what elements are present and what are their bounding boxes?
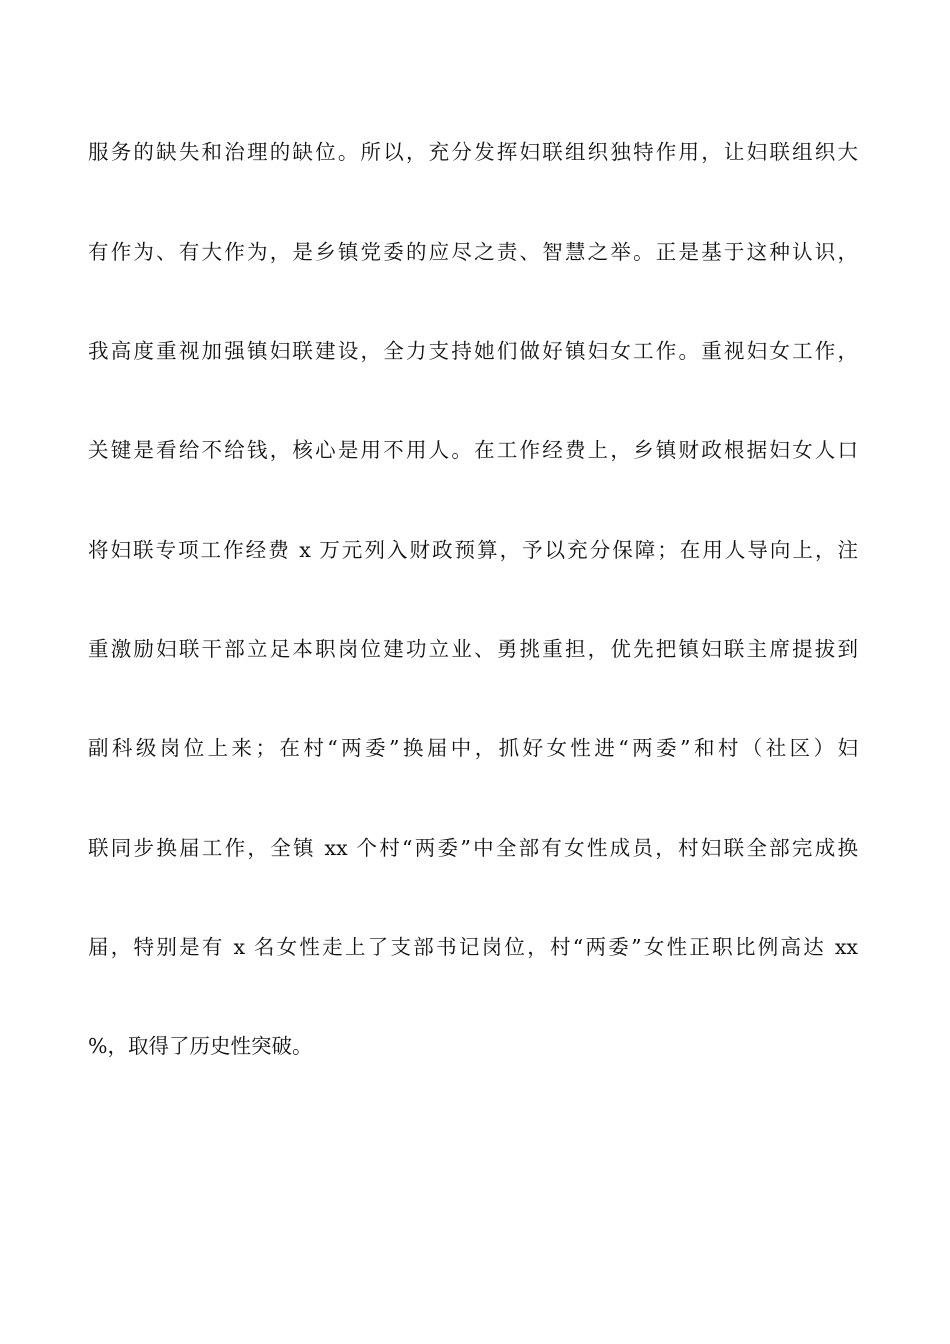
paragraph-line-6: 重激励妇联干部立足本职岗位建功立业、勇挑重担，优先把镇妇联主席提拔到	[88, 637, 858, 661]
paragraph-line-3: 我高度重视加强镇妇联建设，全力支持她们做好镇妇女工作。重视妇女工作，	[88, 339, 858, 363]
paragraph-line-5: 将妇联专项工作经费 x 万元列入财政预算，予以充分保障；在用人导向上，注	[88, 538, 858, 562]
paragraph-line-9: 届，特别是有 x 名女性走上了支部书记岗位，村“两委”女性正职比例高达 xx	[88, 935, 858, 959]
paragraph-line-1: 服务的缺失和治理的缺位。所以，充分发挥妇联组织独特作用，让妇联组织大	[88, 140, 858, 164]
paragraph-line-4: 关键是看给不给钱，核心是用不用人。在工作经费上，乡镇财政根据妇女人口	[88, 438, 858, 462]
paragraph-line-7: 副科级岗位上来；在村“两委”换届中，抓好女性进“两委”和村（社区）妇	[88, 736, 858, 760]
paragraph-line-10: %，取得了历史性突破。	[88, 1034, 313, 1058]
paragraph-line-2: 有作为、有大作为，是乡镇党委的应尽之责、智慧之举。正是基于这种认识，	[88, 240, 858, 264]
paragraph-line-8: 联同步换届工作，全镇 xx 个村“两委”中全部有女性成员，村妇联全部完成换	[88, 836, 858, 860]
